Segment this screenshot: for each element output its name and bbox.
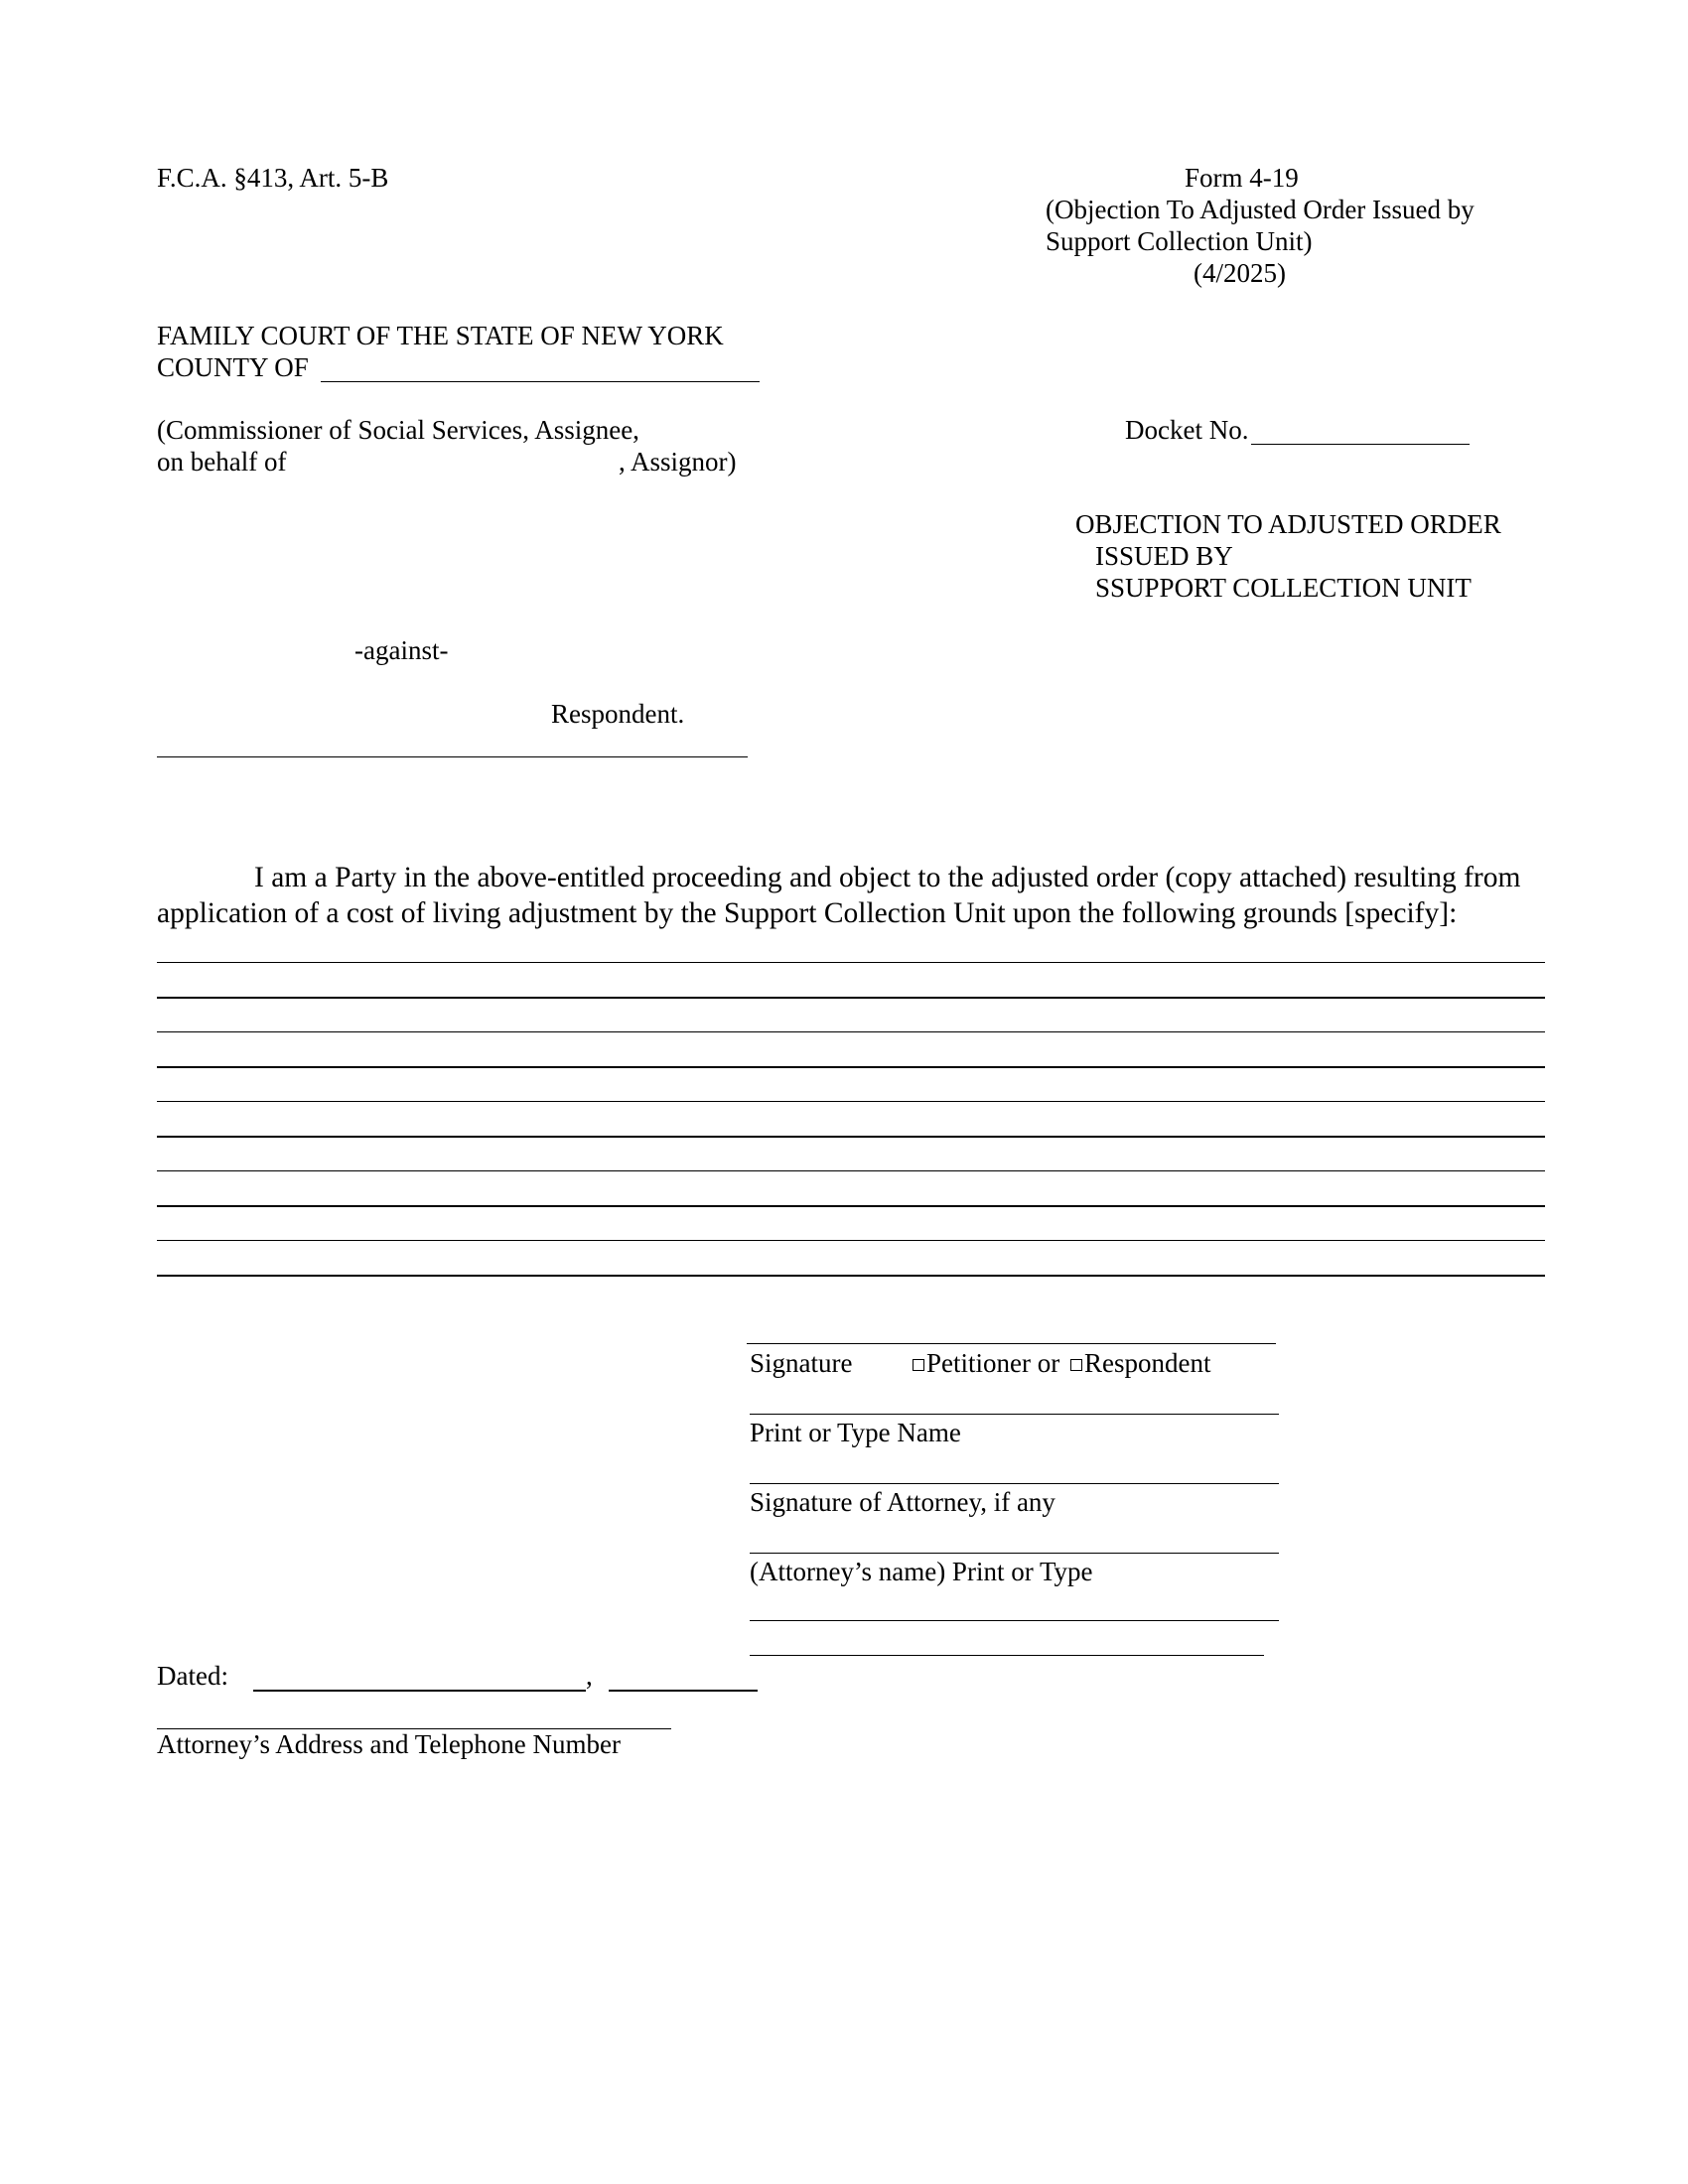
signature-label: Signature [750,1348,853,1378]
attorney-signature-line[interactable] [750,1483,1279,1484]
grounds-line[interactable] [157,1170,1545,1171]
respondent-checkbox[interactable] [1070,1359,1082,1371]
grounds-line[interactable] [157,1101,1545,1102]
petitioner-line-2-prefix: on behalf of [157,447,287,477]
document-title-line-2: ISSUED BY [1095,541,1233,571]
county-field-line[interactable] [321,381,760,382]
signature-line[interactable] [747,1343,1276,1344]
petitioner-option-label: Petitioner or [926,1348,1060,1378]
grounds-line[interactable] [157,1031,1545,1032]
against-label: -against- [354,635,449,665]
respondent-label: Respondent. [551,699,685,729]
dated-comma: , [586,1661,593,1691]
objection-statement: I am a Party in the above-entitled proceeding and object to the adjusted order (copy attached) resulting from application of a cost of living adjustment by the Support Collection Unit upon the following grounds [specify]: [157,862,1521,929]
document-title-line-3: SSUPPORT COLLECTION UNIT [1095,573,1472,603]
grounds-line[interactable] [157,997,1545,999]
attorney-signature-label: Signature of Attorney, if any [750,1487,1055,1517]
dated-label: Dated: [157,1661,228,1691]
grounds-line[interactable] [157,1136,1545,1138]
form-number: Form 4-19 [1185,163,1299,193]
docket-field-line[interactable] [1251,444,1470,445]
dated-year-line[interactable] [609,1690,758,1692]
attorney-address-label: Attorney’s Address and Telephone Number [157,1729,622,1759]
statute-reference: F.C.A. §413, Art. 5-B [157,163,389,193]
caption-divider [157,756,748,757]
form-description-line-2: Support Collection Unit) [1046,226,1313,256]
grounds-line[interactable] [157,1066,1545,1068]
petitioner-line-1: (Commissioner of Social Services, Assignee, [157,415,639,445]
attorney-name-line[interactable] [750,1553,1279,1554]
county-label: COUNTY OF [157,352,309,382]
form-description-line-1: (Objection To Adjusted Order Issued by [1046,195,1475,224]
party-type-options [913,1347,1210,1379]
print-name-label: Print or Type Name [750,1418,961,1447]
docket-label: Docket No. [1125,415,1249,445]
grounds-line[interactable] [157,1275,1545,1277]
attorney-extra-line[interactable] [750,1620,1279,1621]
print-name-line[interactable] [750,1414,1279,1415]
dated-date-line[interactable] [253,1690,586,1692]
document-title-line-1: OBJECTION TO ADJUSTED ORDER [1075,509,1501,539]
petitioner-line-2-suffix: , Assignor) [619,447,737,477]
court-name: FAMILY COURT OF THE STATE OF NEW YORK [157,321,724,350]
grounds-line[interactable] [157,1205,1545,1207]
form-revision-date: (4/2025) [1194,258,1286,288]
grounds-line[interactable] [157,962,1545,963]
petitioner-checkbox[interactable] [913,1359,924,1371]
respondent-option-label: Respondent [1083,1348,1211,1378]
attorney-extra-line[interactable] [750,1655,1264,1656]
attorney-name-label: (Attorney’s name) Print or Type [750,1557,1093,1586]
grounds-line[interactable] [157,1240,1545,1241]
